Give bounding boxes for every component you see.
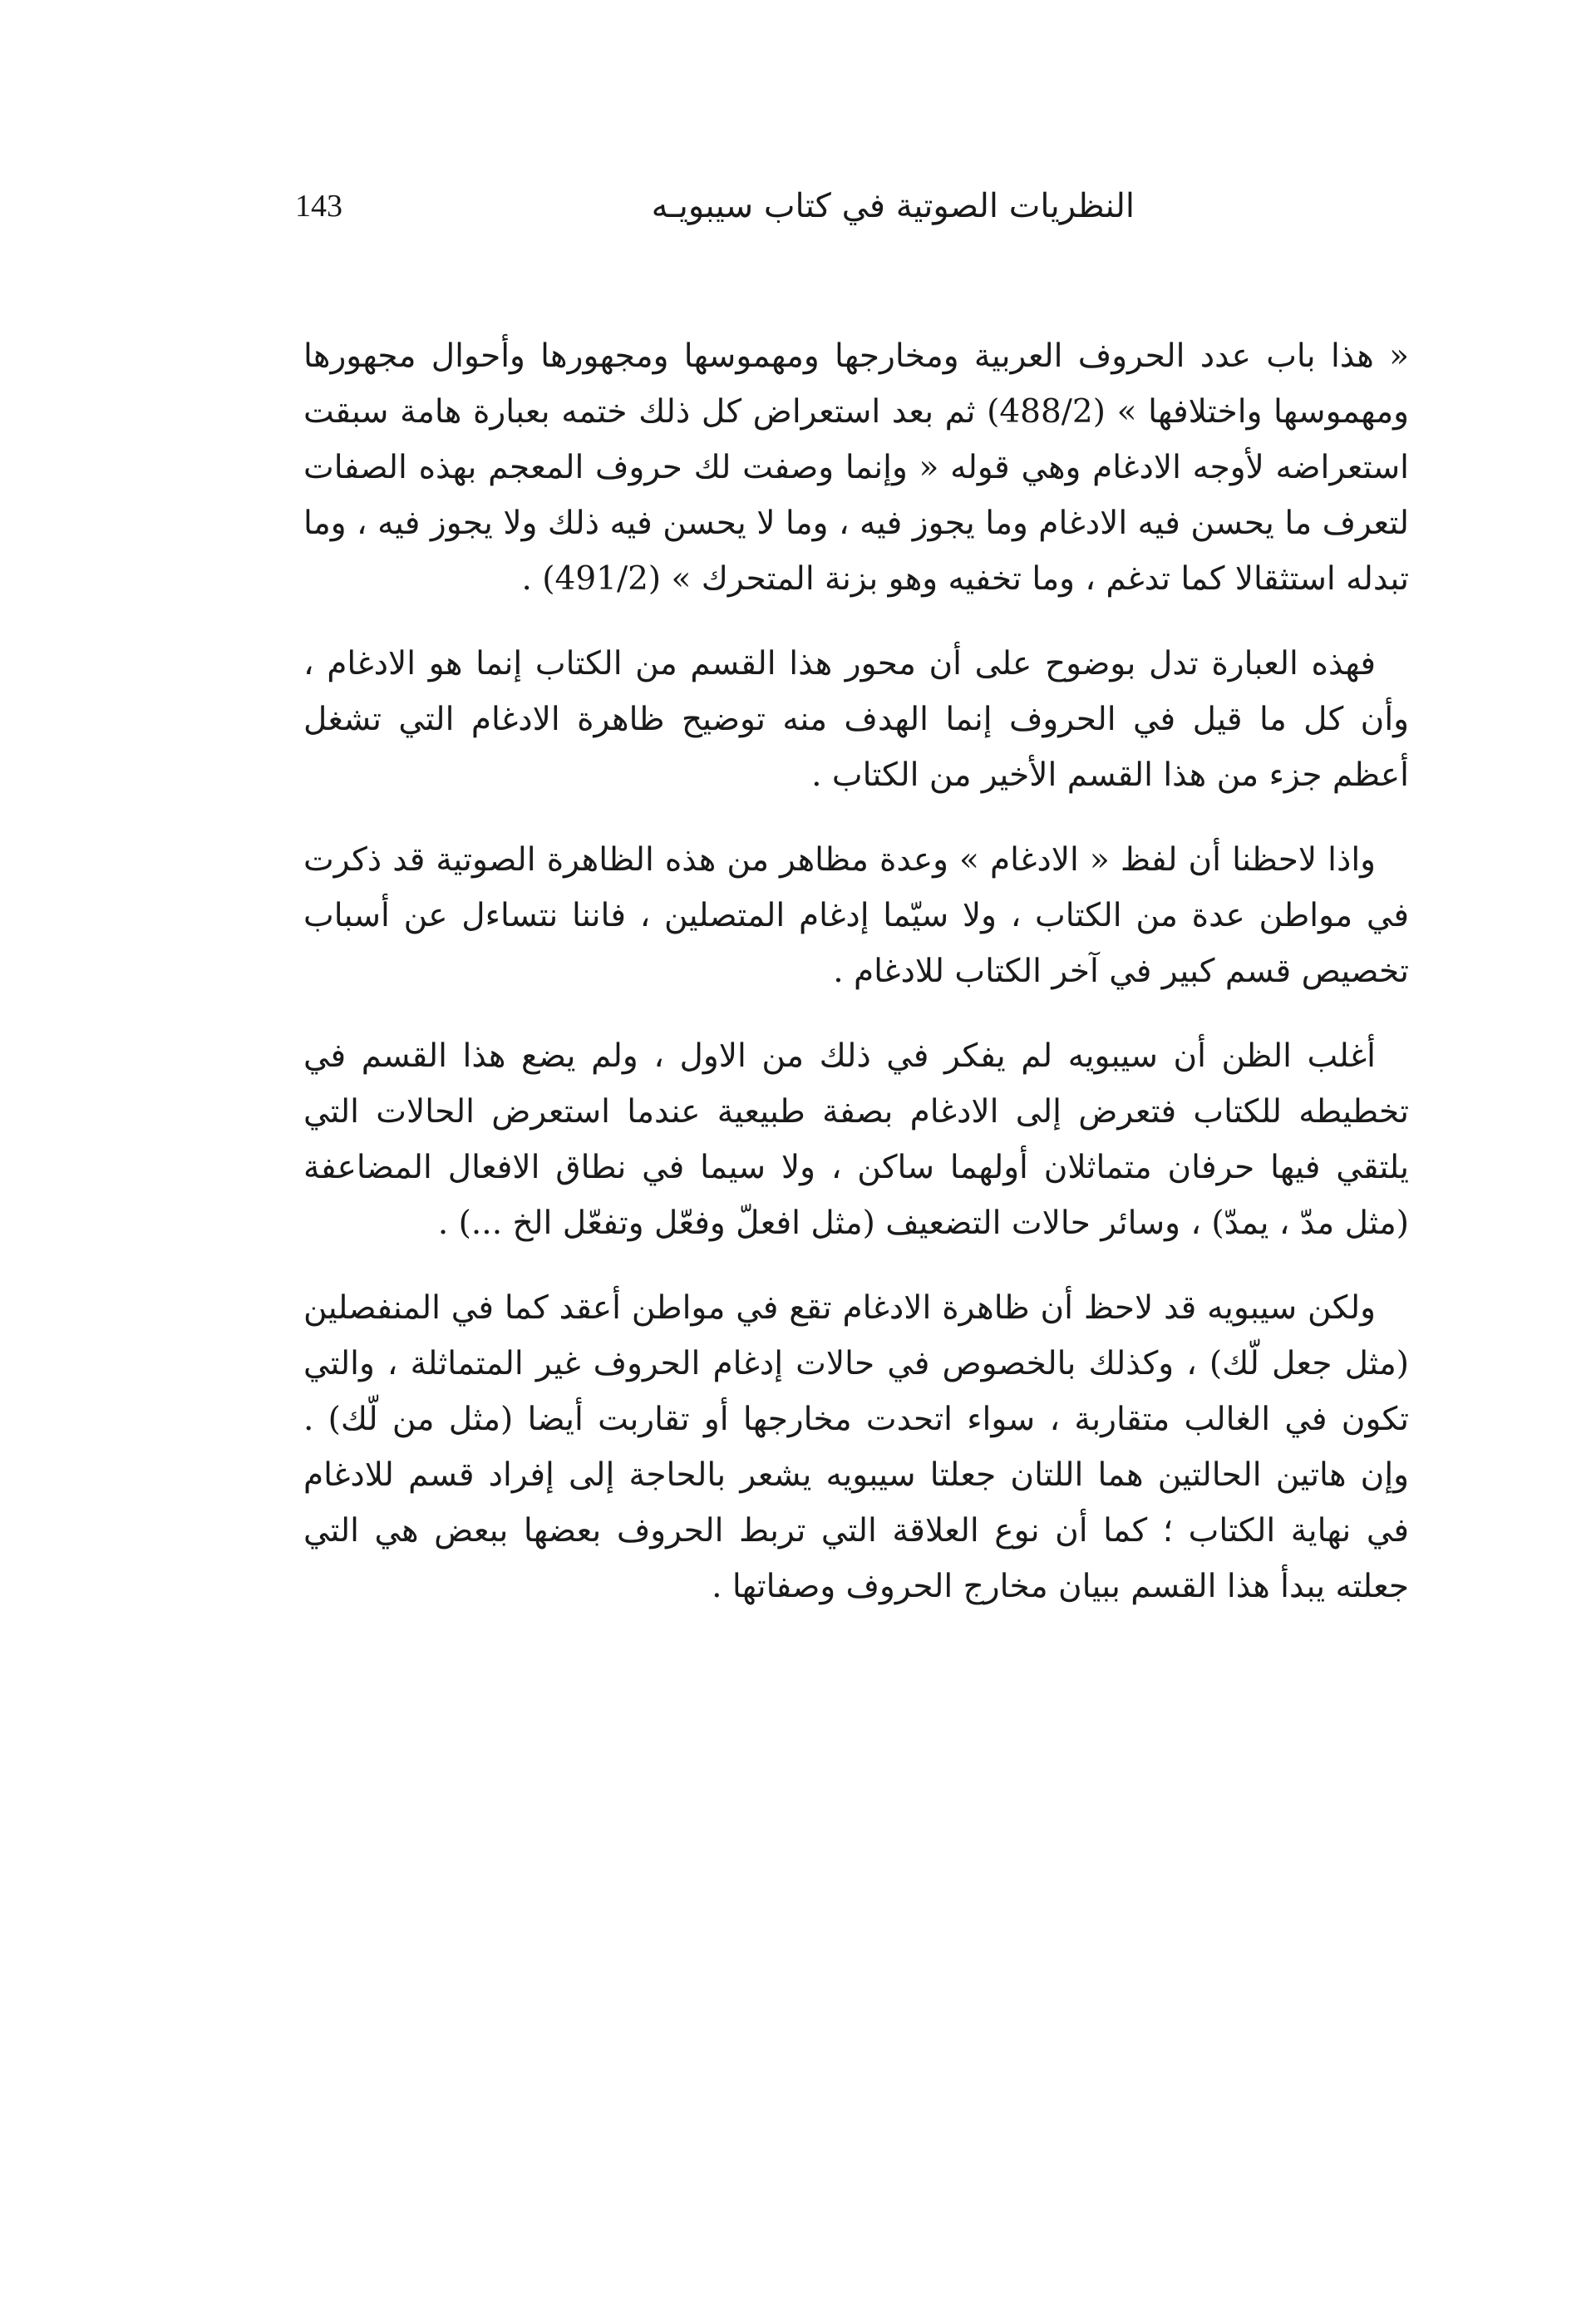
paragraph-1: « هذا باب عدد الحروف العربية ومخارجها ومهموسها ومجهورها وأحوال مجهورها ومهموسها واختلافها » (488/2) ثم بعد استعراض كل ذلك ختمه بعبارة هامة سبقت استعراضه لأوجه الادغام وهي قوله « وإنما وصفت لك حروف المعجم بهذه الصفات لتعرف ما يحسن فيه الادغام وما يجوز فيه ، وما لا يحسن فيه ذلك ولا يجوز فيه ، وما تبدله استثقالا كما تدغم ، وما تخفيه وهو بزنة المتحرك » (491/2) . <box>303 338 1409 598</box>
paragraph-2: فهذه العبارة تدل بوضوح على أن محور هذا القسم من الكتاب إنما هو الادغام ، وأن كل ما قيل في الحروف إنما الهدف منه توضيح ظاهرة الادغام التي تشغل أعظم جزء من هذا القسم الأخير من الكتاب . <box>303 645 1409 794</box>
paragraph-3: واذا لاحظنا أن لفظ « الادغام » وعدة مظاهر من هذه الظاهرة الصوتية قد ذكرت في مواطن عدة من الكتاب ، ولا سيّما إدغام المتصلين ، فاننا نتساءل عن أسباب تخصيص قسم كبير في آخر الكتاب للادغام . <box>303 841 1409 990</box>
running-header <box>295 181 1135 239</box>
page-number: 143 <box>295 189 342 224</box>
paragraph-4: أغلب الظن أن سيبويه لم يفكر في ذلك من الاول ، ولم يضع هذا القسم في تخطيطه للكتاب فتعرض إلى الادغام بصفة طبيعية عندما استعرض الحالات التي يلتقي فيها حرفان متماثلان أولهما ساكن ، ولا سيما في نطاق الافعال المضاعفة (مثل مدّ ، يمدّ) ، وسائر حالات التضعيف (مثل افعلّ وفعّل وتفعّل الخ ...) . <box>303 1037 1409 1242</box>
body-text <box>303 328 1409 1643</box>
paragraph-5: ولكن سيبويه قد لاحظ أن ظاهرة الادغام تقع في مواطن أعقد كما في المنفصلين (مثل جعل لّك) ، وكذلك بالخصوص في حالات إدغام الحروف غير المتماثلة ، والتي تكون في الغالب متقاربة ، سواء اتحدت مخارجها أو تقاربت أيضا (مثل من لّك) . وإن هاتين الحالتين هما اللتان جعلتا سيبويه يشعر بالحاجة إلى إفراد قسم للادغام في نهاية الكتاب ؛ كما أن نوع العلاقة التي تربط الحروف بعضها ببعض هي التي جعلته يبدأ هذا القسم ببيان مخارج الحروف وصفاتها . <box>303 1289 1409 1605</box>
running-title: النظريات الصوتية في كتاب سيبويـه <box>651 187 1135 225</box>
